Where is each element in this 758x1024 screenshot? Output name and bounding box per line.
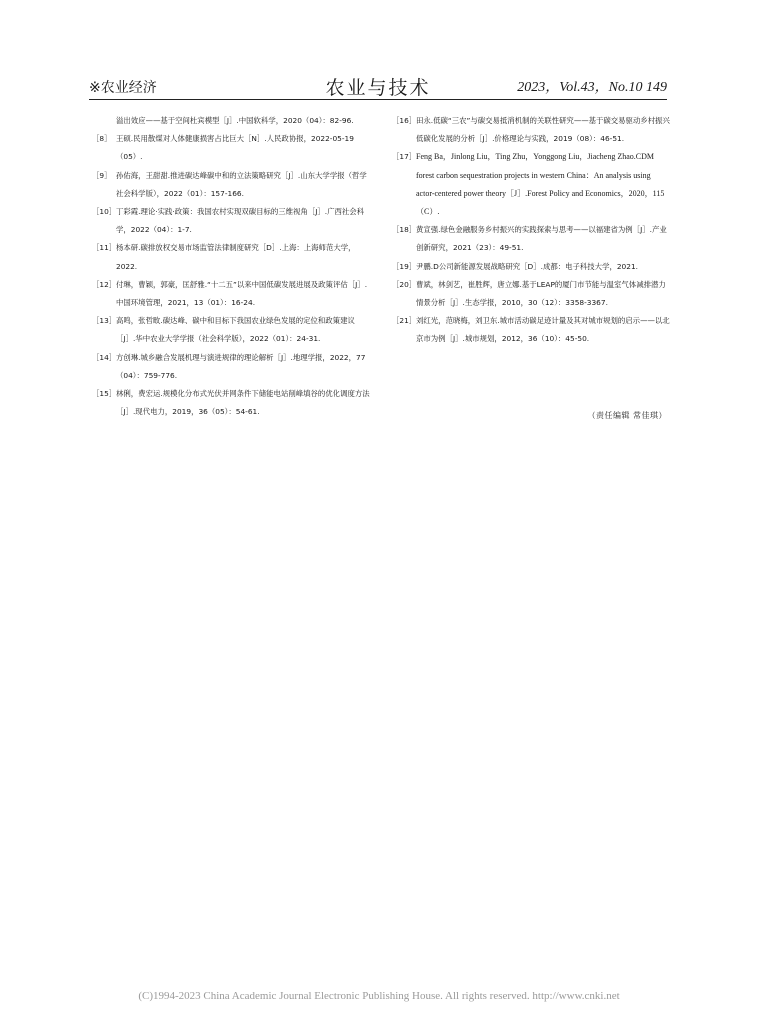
reference-text: 方创琳.城乡融合发展机理与演进规律的理论解析［J］.地理学报，2022，77（04）：759-776. <box>116 352 366 380</box>
references-left-column <box>92 112 370 421</box>
reference-item <box>392 276 670 312</box>
reference-text: 林俐，费宏运.规模化分布式光伏并网条件下储能电站削峰填谷的优化调度方法［J］.现代电力，2019，36（05）：54-61. <box>116 389 370 417</box>
reference-item <box>92 349 370 385</box>
reference-item <box>392 148 670 221</box>
reference-number: ［18］ <box>392 225 417 235</box>
reference-number: ［10］ <box>92 207 117 217</box>
reference-text: 孙佑海，王甜甜.推进碳达峰碳中和的立法策略研究［J］.山东大学学报（哲学社会科学版），2022（01）：157-166. <box>116 170 367 198</box>
reference-number: ［19］ <box>392 261 417 271</box>
reference-item <box>92 167 370 203</box>
reference-text: 高鸣，张哲畋.碳达峰、碳中和目标下我国农业绿色发展的定位和政策建议［J］.华中农业大学学报（社会科学版），2022（01）：24-31. <box>116 316 355 344</box>
reference-text: 田永.低碳“三农”与碳交易抵消机制的关联性研究——基于碳交易驱动乡村振兴低碳化发展的分析［J］.价格理论与实践，2019（08）：46-51. <box>416 116 670 144</box>
reference-number: ［9］ <box>92 170 112 180</box>
reference-number: ［17］ <box>392 152 417 162</box>
reference-item <box>92 112 370 130</box>
reference-text: 曹斌，林剑艺，崔胜辉，唐立娜.基于LEAP的厦门市节能与温室气体减排潜力情景分析［J］.生态学报，2010，30（12）：3358-3367. <box>416 279 666 308</box>
section-label: ※农业经济 <box>89 80 157 96</box>
reference-item <box>92 312 370 348</box>
references-right-column <box>392 112 670 349</box>
reference-item <box>92 385 370 421</box>
reference-item <box>92 130 370 166</box>
reference-number: ［14］ <box>92 352 117 362</box>
copyright-footer: (C)1994-2023 China Academic Journal Electronic Publishing House. All rights reserved. http://www.cnki.net <box>138 990 620 1002</box>
reference-number: ［8］ <box>92 134 112 144</box>
reference-text: Feng Ba，Jinlong Liu，Ting Zhu，Yonggong Liu，Jiacheng Zhao.CDM forest carbon sequestration projects in western China：An analysis using actor-centered power theory［J］.Forest Policy and Economics，2020，115（C）. <box>416 152 665 217</box>
reference-number: ［11］ <box>92 243 117 253</box>
reference-text: 王硕.民用散煤对人体健康损害占比巨大［N］.人民政协报，2022-05-19（05）. <box>116 134 354 162</box>
reference-text: 黄宣强.绿色金融服务乡村振兴的实践探索与思考——以福建省为例［J］.产业创新研究，2021（23）：49-51. <box>416 225 667 253</box>
reference-item <box>92 203 370 239</box>
reference-text: 溢出效应——基于空间杜宾模型［J］.中国软科学，2020（04）：82-96. <box>116 116 354 125</box>
reference-number: ［20］ <box>392 279 417 289</box>
issue-info: 2023，Vol.43，No.10 149 <box>517 80 667 95</box>
reference-number: ［13］ <box>92 316 117 326</box>
reference-text: 刘红光，范晓梅，刘卫东.城市活动碳足迹计量及其对城市规划的启示——以北京市为例［J］.城市规划，2012，36（10）：45-50. <box>416 316 670 344</box>
reference-text: 付琳，曹颖，郭豪，匡舒雅.“十二五”以来中国低碳发展进展及政策评估［J］.中国环境管理，2021，13（01）：16-24. <box>116 279 368 308</box>
header-rule <box>89 99 667 100</box>
reference-text: 丁彩霞.理论·实践·政策：我国农村实现双碳目标的三维视角［J］.广西社会科学，2022（04）：1-7. <box>116 207 365 235</box>
reference-item <box>392 258 670 276</box>
reference-item <box>92 276 370 312</box>
reference-item <box>392 112 670 148</box>
reference-item <box>92 239 370 275</box>
reference-number: ［21］ <box>392 316 417 326</box>
reference-number: ［15］ <box>92 389 117 399</box>
journal-title: 农业与技术 <box>325 77 431 99</box>
reference-item <box>392 221 670 257</box>
reference-number: ［16］ <box>392 116 417 125</box>
reference-item <box>392 312 670 348</box>
reference-number: ［12］ <box>92 279 117 289</box>
reference-text: 杨本研.碳排放权交易市场监管法律制度研究［D］.上海：上海师范大学，2022. <box>116 243 356 271</box>
running-header <box>89 76 667 99</box>
reference-text: 尹鹏.D公司新能源发展战略研究［D］.成都：电子科技大学，2021. <box>416 261 639 271</box>
editor-credit: （责任编辑 常佳琪） <box>587 411 667 420</box>
